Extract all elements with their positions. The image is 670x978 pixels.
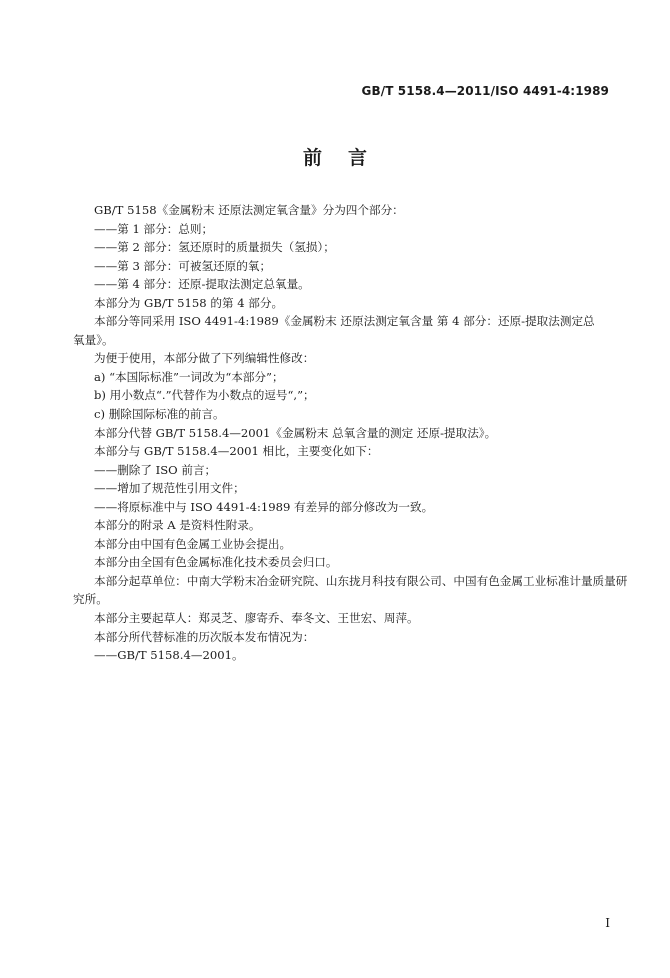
list-item-part-3: ——第 3 部分：可被氢还原的氧； [94,258,272,273]
paragraph-parts-intro: GB/T 5158《金属粉末 还原法测定氧含量》分为四个部分： [94,203,404,217]
list-item-main-change-2: ——增加了规范性引用文件； [94,481,245,496]
paragraph-replaces: 本部分代替 GB/T 5158.4—2001《金属粉末 总氧含量的测定 还原-提取法》。 [94,425,497,440]
paragraph-drafting-units: 本部分起草单位：中南大学粉末冶金研究院、山东拢月科技有限公司、中国有色金属工业标准计量质量研 [94,573,628,588]
paragraph-iso-adoption: 本部分等同采用 ISO 4491-4:1989《金属粉末 还原法测定氧含量 第 4 部分：还原-提取法测定总 [94,314,595,329]
paragraph-iso-adoption-cont: 氧量》。 [73,332,114,347]
foreword-body [73,201,628,665]
paragraph-drafters: 本部分主要起草人：郑灵芝、廖寄乔、奉冬文、王世宏、周萍。 [94,611,419,626]
standard-number: GB/T 5158.4—2011/ISO 4491-4:1989 [361,84,609,98]
list-item-part-2: ——第 2 部分：氢还原时的质量损失（氢损）； [94,240,335,255]
list-item-change-a: a) “本国际标准”一词改为“本部分”； [94,369,284,384]
page-title: 前言 [302,147,393,169]
paragraph-drafting-units-cont: 究所。 [73,592,108,607]
paragraph-main-changes: 本部分与 GB/T 5158.4—2001 相比，主要变化如下： [94,444,379,459]
page-number: I [605,916,610,930]
paragraph-this-part: 本部分为 GB/T 5158 的第 4 部分。 [94,295,284,310]
paragraph-proposed-by: 本部分由中国有色金属工业协会提出。 [94,536,292,551]
list-item-change-b: b) 用小数点“.”代替作为小数点的逗号“,”； [94,388,315,403]
list-item-main-change-1: ——删除了 ISO 前言； [94,462,217,477]
paragraph-editorial-changes: 为便于使用，本部分做了下列编辑性修改： [94,351,315,366]
paragraph-centralized-by: 本部分由全国有色金属标准化技术委员会归口。 [94,555,338,570]
list-item-history-1: ——GB/T 5158.4—2001。 [94,648,244,663]
list-item-part-4: ——第 4 部分：还原-提取法测定总氧量。 [94,277,310,292]
list-item-main-change-3: ——将原标准中与 ISO 4491-4:1989 有差异的部分修改为一致。 [94,499,434,514]
list-item-change-c: c) 删除国际标准的前言。 [94,407,225,422]
list-item-part-1: ——第 1 部分：总则； [94,221,214,236]
paragraph-history: 本部分所代替标准的历次版本发布情况为： [94,629,315,644]
paragraph-appendix: 本部分的附录 A 是资料性附录。 [94,518,261,533]
